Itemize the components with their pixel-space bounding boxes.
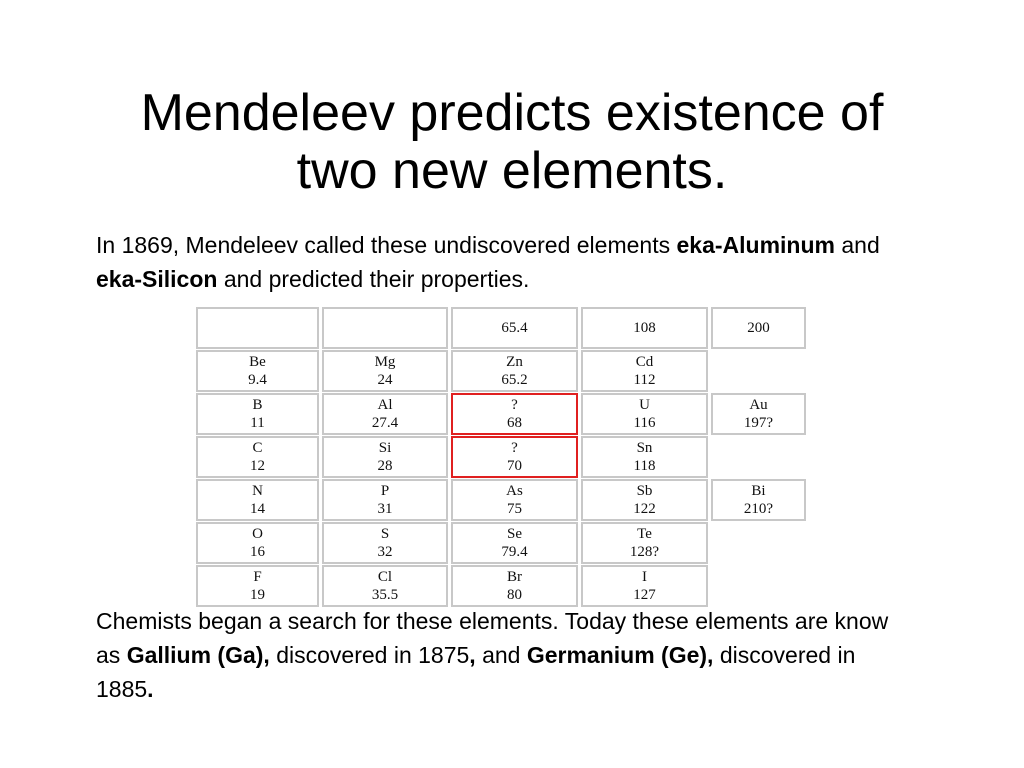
element-mass: 127: [633, 587, 656, 603]
element-cell: [711, 307, 806, 349]
element-mass: 11: [250, 415, 265, 431]
outro-bold-period: .: [147, 676, 154, 702]
element-cell: [322, 393, 448, 435]
periodic-table-grid: [196, 307, 806, 607]
element-cell: [711, 436, 806, 478]
slide-title: [0, 84, 1024, 200]
element-cell: [451, 565, 578, 607]
element-cell: [322, 307, 448, 349]
outro-text-4: discovered in 1885: [96, 642, 856, 702]
element-symbol: Se: [507, 526, 522, 542]
element-mass: 122: [633, 501, 656, 517]
element-mass: 65.4: [501, 320, 528, 336]
intro-text-3: and predicted their properties.: [217, 266, 530, 292]
element-symbol: Al: [377, 397, 393, 413]
element-symbol: Cl: [377, 569, 393, 585]
element-symbol: ?: [511, 397, 518, 413]
outro-text-3: and: [475, 642, 527, 668]
element-mass: 28: [377, 458, 393, 474]
element-symbol: I: [642, 569, 647, 585]
element-mass: 70: [507, 458, 522, 474]
element-cell: [451, 479, 578, 521]
element-mass: 65.2: [501, 372, 528, 388]
element-cell: [196, 479, 319, 521]
element-symbol: C: [252, 440, 263, 456]
gallium-term: Gallium (Ga),: [126, 642, 270, 668]
element-mass: 12: [250, 458, 265, 474]
element-mass: 108: [633, 320, 656, 336]
element-cell: [322, 350, 448, 392]
element-symbol: Zn: [506, 354, 523, 370]
element-cell: [711, 393, 806, 435]
element-cell: [581, 479, 708, 521]
element-mass: 16: [250, 544, 265, 560]
element-mass: 197?: [743, 415, 774, 431]
eka-silicon-term: eka-Silicon: [96, 266, 218, 292]
element-cell: [451, 436, 578, 478]
element-mass: 24: [377, 372, 393, 388]
element-cell: [196, 393, 319, 435]
element-symbol: U: [639, 397, 650, 413]
element-symbol: B: [252, 397, 263, 413]
outro-paragraph: [96, 604, 916, 706]
element-mass: 9.4: [248, 372, 267, 388]
element-mass: 31: [377, 501, 393, 517]
element-cell: [711, 565, 806, 607]
element-cell: [451, 307, 578, 349]
element-cell: [581, 393, 708, 435]
element-symbol: Sb: [636, 483, 653, 499]
intro-text-1: In 1869, Mendeleev called these undiscovered elements: [96, 232, 677, 258]
element-cell: [196, 350, 319, 392]
element-cell: [581, 565, 708, 607]
element-cell: [451, 393, 578, 435]
element-symbol: Cd: [635, 354, 654, 370]
element-symbol: Br: [507, 569, 522, 585]
element-symbol: O: [252, 526, 263, 542]
eka-aluminum-term: eka-Aluminum: [676, 232, 835, 258]
element-cell: [451, 522, 578, 564]
element-cell: [196, 565, 319, 607]
element-cell: [581, 436, 708, 478]
outro-bold-comma: ,: [469, 642, 476, 668]
outro-text-1: Chemists began a search for these elements. Today these elements are know as: [96, 608, 889, 668]
element-mass: 35.5: [371, 587, 399, 603]
element-mass: 112: [633, 372, 656, 388]
element-symbol: As: [506, 483, 523, 499]
element-symbol: Au: [749, 397, 768, 413]
element-symbol: N: [252, 483, 263, 499]
element-mass: 27.4: [371, 415, 399, 431]
element-symbol: ?: [511, 440, 518, 456]
element-symbol: Mg: [374, 354, 396, 370]
element-mass: 210?: [743, 501, 774, 517]
element-cell: [581, 350, 708, 392]
element-symbol: Bi: [751, 483, 766, 499]
periodic-table-excerpt: [196, 320, 804, 603]
element-cell: [711, 522, 806, 564]
element-symbol: Be: [249, 354, 266, 370]
element-mass: 19: [250, 587, 265, 603]
element-cell: [196, 436, 319, 478]
element-symbol: Si: [378, 440, 392, 456]
element-mass: 116: [633, 415, 656, 431]
element-mass: 79.4: [501, 544, 528, 560]
element-symbol: P: [380, 483, 390, 499]
element-mass: 75: [507, 501, 522, 517]
element-cell: [196, 307, 319, 349]
germanium-term: Germanium (Ge),: [526, 642, 714, 668]
element-symbol: Sn: [636, 440, 653, 456]
element-mass: 80: [507, 587, 522, 603]
element-mass: 14: [250, 501, 265, 517]
element-symbol: F: [253, 569, 262, 585]
element-mass: 200: [747, 320, 770, 336]
element-mass: 32: [377, 544, 393, 560]
intro-paragraph: [96, 228, 916, 296]
element-mass: 118: [633, 458, 656, 474]
outro-text-2: discovered in 1875: [269, 642, 470, 668]
element-cell: [322, 436, 448, 478]
title-line-1: Mendeleev predicts existence of: [140, 84, 884, 142]
element-mass: 128?: [629, 544, 660, 560]
title-line-2: two new elements.: [296, 142, 728, 200]
intro-text-2: and: [834, 232, 880, 258]
element-cell: [322, 565, 448, 607]
element-cell: [322, 522, 448, 564]
element-cell: [322, 479, 448, 521]
element-symbol: S: [380, 526, 390, 542]
element-cell: [196, 522, 319, 564]
element-cell: [711, 479, 806, 521]
element-cell: [711, 350, 806, 392]
element-symbol: Te: [637, 526, 652, 542]
element-cell: [451, 350, 578, 392]
element-cell: [581, 522, 708, 564]
element-cell: [581, 307, 708, 349]
element-mass: 68: [507, 415, 522, 431]
